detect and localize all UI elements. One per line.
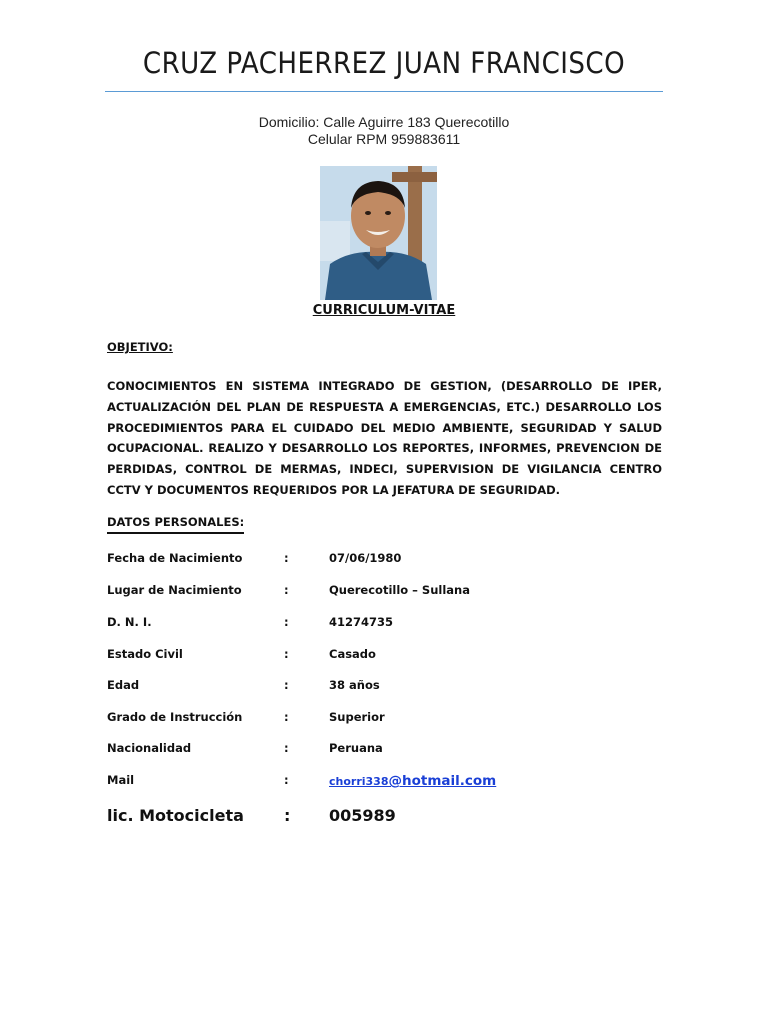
row-label: Edad <box>107 678 140 692</box>
row-label: Lugar de Nacimiento <box>107 583 242 597</box>
row-label: Fecha de Nacimiento <box>107 551 243 565</box>
row-value: 38 años <box>329 678 380 692</box>
profile-photo <box>320 166 437 300</box>
row-value: Casado <box>329 647 376 661</box>
document-title: CURRICULUM-VITAE <box>312 303 456 318</box>
personal-row <box>107 615 667 635</box>
personal-row <box>107 583 667 603</box>
row-label: lic. Motocicleta <box>107 806 244 825</box>
row-colon: : <box>284 583 289 597</box>
personal-row <box>107 710 667 730</box>
email-user: chorri338 <box>329 775 389 788</box>
row-colon: : <box>284 741 289 755</box>
row-colon: : <box>284 773 289 787</box>
row-label: D. N. I. <box>107 615 152 629</box>
row-label: Estado Civil <box>107 647 183 661</box>
personal-row <box>107 551 667 571</box>
row-label: Mail <box>107 773 135 787</box>
row-value: 07/06/1980 <box>329 551 402 565</box>
row-colon: : <box>284 551 289 565</box>
row-colon: : <box>284 678 289 692</box>
objective-heading: OBJETIVO: <box>107 340 173 354</box>
mail-row <box>107 773 667 793</box>
row-label: Grado de Instrucción <box>107 710 243 724</box>
row-value: 41274735 <box>329 615 394 629</box>
row-value: 005989 <box>329 806 396 825</box>
row-colon: : <box>284 647 289 661</box>
phone-line: Celular RPM 959883611 <box>307 131 461 147</box>
address-line: Domicilio: Calle Aguirre 183 Querecotillo <box>258 114 510 130</box>
row-colon: : <box>284 710 289 724</box>
row-value: Superior <box>329 710 385 724</box>
personal-data-heading: DATOS PERSONALES: <box>107 515 244 534</box>
header-divider <box>105 91 663 92</box>
personal-row <box>107 647 667 667</box>
email-domain: @hotmail.com <box>388 773 497 789</box>
email-link[interactable] <box>329 773 496 789</box>
candidate-name: CRUZ PACHERREZ JUAN FRANCISCO <box>142 46 626 80</box>
row-value: Peruana <box>329 741 383 755</box>
objective-text: CONOCIMIENTOS EN SISTEMA INTEGRADO DE GESTION, (DESARROLLO DE IPER, ACTUALIZACIÓN DEL PLAN DE RESPUESTA A EMERGENCIAS, ETC.) DESARROLLO LOS PROCEDIMIENTOS PARA EL CUIDADO DEL MEDIO AMBIENTE, SEGURIDAD Y SALUD OCUPACIONAL. REALIZO Y DESARROLLO LOS REPORTES, INFORMES, PREVENCION DE PERDIDAS, CONTROL DE MERMAS, INDECI, SUPERVISION DE VIGILANCIA CENTRO CCTV Y DOCUMENTOS REQUERIDOS POR LA JEFATURA DE SEGURIDAD. <box>107 379 662 497</box>
row-colon: : <box>284 806 291 825</box>
personal-row <box>107 678 667 698</box>
personal-row <box>107 741 667 761</box>
row-value: Querecotillo – Sullana <box>329 583 470 597</box>
row-colon: : <box>284 615 289 629</box>
row-label: Nacionalidad <box>107 741 192 755</box>
license-row <box>107 806 667 826</box>
